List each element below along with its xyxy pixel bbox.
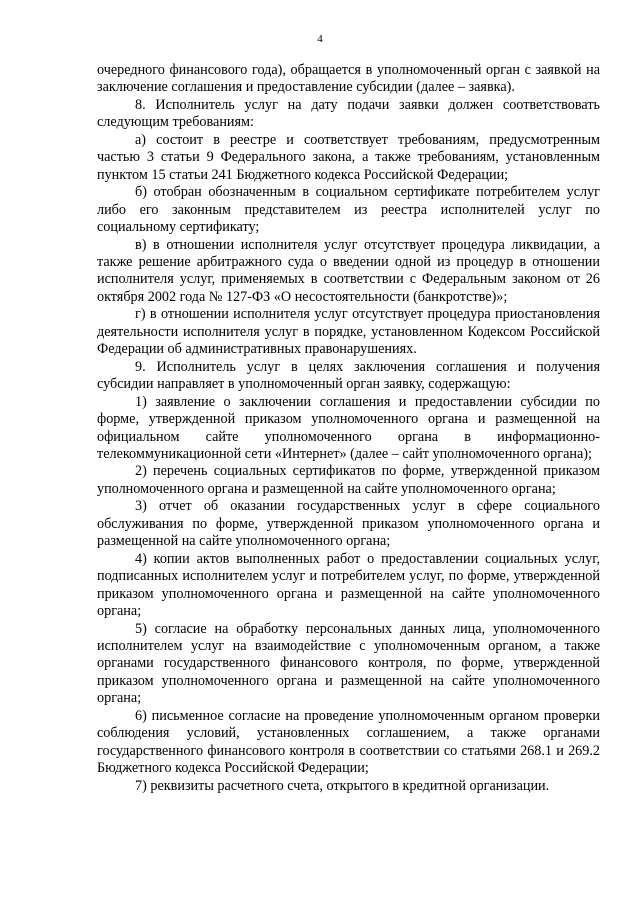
paragraph-subitem-g: г) в отношении исполнителя услуг отсутствует процедура приостановления деятельности исполнителя услуг в порядке, установленном Кодексом Российской Федерации об административных правонарушениях.: [97, 306, 600, 358]
paragraph-subitem-3: 3) отчет об оказании государственных услуг в сфере социального обслуживания по форме, утвержденной приказом уполномоченного органа и размещенной на сайте уполномоченного органа;: [97, 498, 600, 550]
paragraph-item-9: 9. Исполнитель услуг в целях заключения соглашения и получения субсидии направляет в уполномоченный орган заявку, содержащую:: [97, 358, 600, 393]
paragraph-subitem-a: а) состоит в реестре и соответствует требованиям, предусмотренным частью 3 статьи 9 Федерального закона, а также требованиям, установленным пунктом 15 статьи 241 Бюджетного кодекса Российской Федерации;: [97, 131, 600, 183]
paragraph-subitem-7: 7) реквизиты расчетного счета, открытого в кредитной организации.: [135, 777, 550, 794]
paragraph-subitem-v: в) в отношении исполнителя услуг отсутствует процедура ликвидации, а также решение арбитражного суда о введении одной из процедур в отношении исполнителя услуг, применяемых в соответствии с Федеральным законом от 26 октября 2002 года № 127-ФЗ «О несостоятельности (банкротстве)»;: [97, 236, 600, 305]
paragraph-subitem-6: 6) письменное согласие на проведение уполномоченным органом проверки соблюдения условий, установленных соглашением, а также органами государственного финансового контроля в соответствии со статьями 268.1 и 269.2 Бюджетного кодекса Российской Федерации;: [97, 707, 600, 777]
paragraph-subitem-4: 4) копии актов выполненных работ о предоставлении социальных услуг, подписанных исполнителем услуг и потребителем услуг, по форме, утвержденной приказом уполномоченного органа и размещенной на сайте уполномоченного органа;: [97, 550, 600, 620]
paragraph-continuation: очередного финансового года), обращается в уполномоченный орган с заявкой на заключение соглашения и предоставление субсидии (далее – заявка).: [97, 62, 600, 96]
paragraph-subitem-b: б) отобран обозначенным в социальном сертификате потребителем услуг либо его законным представителем из реестра исполнителей услуг по социальному сертификату;: [97, 184, 600, 236]
paragraph-subitem-5: 5) согласие на обработку персональных данных лица, уполномоченного исполнителем услуг на взаимодействие с уполномоченным органом, а также органами государственного финансового контроля, по форме, утвержденной приказом уполномоченного органа и размещенной на сайте уполномоченного органа;: [97, 620, 600, 707]
document-body: [97, 62, 600, 795]
paragraph-item-8: 8. Исполнитель услуг на дату подачи заявки должен соответствовать следующим требованиям:: [97, 96, 600, 131]
paragraph-subitem-1: 1) заявление о заключении соглашения и предоставлении субсидии по форме, утвержденной приказом уполномоченного органа и размещенной на официальном сайте уполномоченного органа в информационно-телекоммуникационной сети «Интернет» (далее – сайт уполномоченного органа);: [97, 393, 600, 462]
page-number: 4: [317, 33, 323, 45]
paragraph-subitem-2: 2) перечень социальных сертификатов по форме, утвержденной приказом уполномоченного органа и размещенной на сайте уполномоченного органа;: [97, 463, 600, 497]
